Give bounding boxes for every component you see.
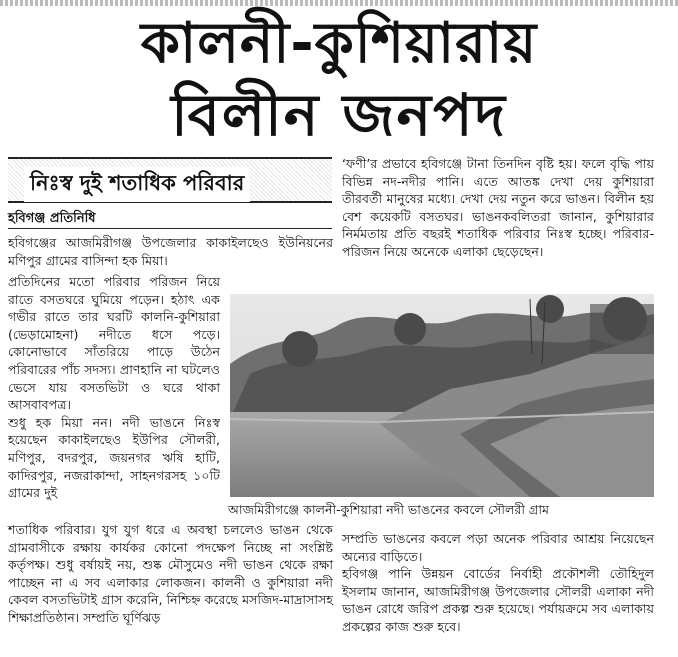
- bottom-right-paragraph-2: হবিগঞ্জ পানি উন্নয়ন বোর্ডের নির্বাহী প্রকৌশলী তৌহিদুল ইসলাম জানান, আজমিরীগঞ্জ উপজেলার সৌলরী এলাকা নদী ভাঙন রোধে জরিপ প্রকল্প শুরু হয়েছে। পর্যায়ক্রমে সব এলাকায় প্রকল্পের কাজ শুরু হবে।: [342, 566, 654, 634]
- subheading: নিঃস্ব দুই শতাধিক পরিবার: [24, 167, 250, 202]
- photo-caption: আজমিরীগঞ্জে কালনী-কুশিয়ারা নদী ভাঙনের কবলে সৌলরী গ্রাম: [228, 502, 550, 517]
- river-erosion-photo: [230, 294, 654, 497]
- byline-divider: [8, 228, 332, 229]
- left-column-paragraph-2: শুধু হক মিয়া নন। নদী ভাঙনে নিঃস্ব হয়েছেন কাকাইলছেও ইউপির সৌলরী, মণিপুর, বদরপুর, জয়নগর ঋষি হাটি, কাদিরপুর, নজরাকান্দা, সাহনগরসহ ১০টি গ্রামের দুই: [8, 414, 220, 501]
- intro-text: হবিগঞ্জের আজমিরীগঞ্জ উপজেলার কাকাইলছেও ইউনিয়নের মণিপুর গ্রামের বাসিন্দা হক মিয়া।: [8, 235, 333, 268]
- bottom-right-paragraph-1: সম্প্রতি ভাঙনের কবলে পড়া অনেক পরিবার আশ্রয় নিয়েছেন অন্যের বাড়িতে।: [342, 531, 654, 564]
- subheading-box: [8, 157, 332, 203]
- bottom-right-column: [342, 530, 654, 636]
- intro-paragraph: [8, 234, 333, 269]
- left-column: [8, 273, 220, 502]
- bottom-left-column: [8, 521, 333, 627]
- right-column: [342, 155, 654, 261]
- bottom-left-paragraph: শতাধিক পরিবার। যুগ যুগ ধরে এ অবস্থা চললেও ভাঙন থেকে গ্রামবাসীকে রক্ষায় কার্যকর কোনো পদক্ষেপ নিচ্ছে না সংশ্লিষ্ট কর্তৃপক্ষ। শুধু বর্ষায়ই নয়, শুষ্ক মৌসুমেও নদী ভাঙন থেকে রক্ষা পাচ্ছেন না এ সব এলাকার লোকজন। কালনী ও কুশিয়ারা নদী কেবল বসতভিটাই গ্রাস করেনি, নিশ্চিহ্ন করেছে মসজিদ-মাদ্রাসাসহ শিক্ষাপ্রতিষ্ঠান। সম্প্রতি ঘূর্ণিঝড়: [8, 522, 333, 625]
- top-border: [0, 0, 678, 6]
- headline-line-2: বিলীন জনপদ: [171, 81, 507, 149]
- headline-line-1: কালনী-কুশিয়ারায়: [140, 11, 538, 76]
- left-column-paragraph-1: প্রতিদিনের মতো পরিবার পরিজন নিয়ে রাতে বসতঘরে ঘুমিয়ে পড়েন। হঠাৎ এক গভীর রাতে তার ঘরটি কালনি-কুশিয়ারা (ভেড়ামোহনা) নদীতে ধসে পড়ে। কোনোভাবে সাঁতরিয়ে পাড়ে উঠেন পরিবারের পাঁচ সদস্য। প্রাণহানি না ঘটলেও ভেসে যায় বসতভিটা ও ঘরে থাকা আসবাবপত্র।: [8, 274, 220, 413]
- byline: হবিগঞ্জ প্রতিনিধি: [8, 211, 96, 226]
- right-column-paragraph: ‘ফণী’র প্রভাবে হবিগঞ্জে টানা তিনদিন বৃষ্টি হয়। ফলে বৃদ্ধি পায় বিভিন্ন নদ-নদীর পানি। এতে আতঙ্ক দেখা দেয় কুশিয়ারা তীরবর্তী মানুষের মধ্যে। দেখা দেয় নতুন করে ভাঙন। বিলীন হয় বেশ কয়েকটি বসতঘর। ভাঙনকবলিতরা জানান, কুশিয়ারার নির্মমতায় প্রতি বছরই শতাধিক পরিবার নিঃস্ব হচ্ছে। পরিবার-পরিজন নিয়ে অনেকে এলাকা ছেড়েছেন।: [342, 156, 654, 259]
- photo-image: [230, 294, 654, 497]
